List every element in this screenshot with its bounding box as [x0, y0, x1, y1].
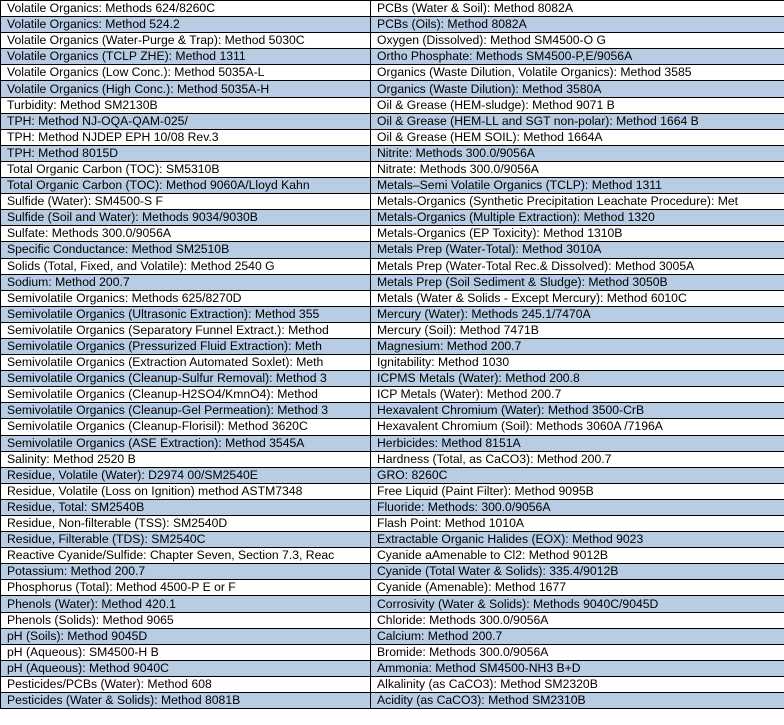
table-row — [1, 210, 784, 226]
method-cell-right: Metals-Organics (Multiple Extraction): Method 1320 — [371, 210, 784, 226]
method-cell-right: Acidity (as CaCO3): Method SM2310B — [371, 693, 784, 709]
method-cell-left: Residue, Volatile (Loss on Ignition) method ASTM7348 — [1, 483, 371, 499]
method-cell-left: Sulfide (Soil and Water): Methods 9034/9030B — [1, 210, 371, 226]
method-cell-right: Herbicides: Method 8151A — [371, 435, 784, 451]
table-row — [1, 548, 784, 564]
table-row — [1, 178, 784, 194]
method-cell-right: Chloride: Methods 300.0/9056A — [371, 612, 784, 628]
table-row — [1, 81, 784, 97]
method-cell-right: Magnesium: Method 200.7 — [371, 338, 784, 354]
method-cell-right: Free Liquid (Paint Filter): Method 9095B — [371, 483, 784, 499]
method-cell-right: Metals Prep (Soil Sediment & Sludge): Method 3050B — [371, 274, 784, 290]
method-cell-right: Metals (Water & Solids - Except Mercury): Method 6010C — [371, 290, 784, 306]
table-row — [1, 467, 784, 483]
method-cell-left: Reactive Cyanide/Sulfide: Chapter Seven, Section 7.3, Reac — [1, 548, 371, 564]
method-cell-right: Corrosivity (Water & Solids): Methods 9040C/9045D — [371, 596, 784, 612]
method-cell-left: pH (Aqueous): SM4500-H B — [1, 644, 371, 660]
method-cell-left: Pesticides/PCBs (Water): Method 608 — [1, 676, 371, 692]
method-cell-right: Organics (Waste Dilution): Method 3580A — [371, 81, 784, 97]
method-cell-right: Metals Prep (Water-Total Rec.& Dissolved): Method 3005A — [371, 258, 784, 274]
method-cell-left: Semivolatile Organics (ASE Extraction): Method 3545A — [1, 435, 371, 451]
table-row — [1, 628, 784, 644]
table-row — [1, 1, 784, 17]
method-cell-right: Ortho Phosphate: Methods SM4500-P,E/9056A — [371, 49, 784, 65]
method-cell-right: Calcium: Method 200.7 — [371, 628, 784, 644]
table-row — [1, 49, 784, 65]
table-row — [1, 612, 784, 628]
table-row — [1, 660, 784, 676]
table-row — [1, 274, 784, 290]
table-row — [1, 693, 784, 709]
table-row — [1, 596, 784, 612]
table-row — [1, 676, 784, 692]
table-row — [1, 516, 784, 532]
method-cell-right: Oil & Grease (HEM-LL and SGT non-polar): Method 1664 B — [371, 113, 784, 129]
method-cell-right: Mercury (Water): Methods 245.1/7470A — [371, 306, 784, 322]
method-cell-left: Volatile Organics (High Conc.): Method 5035A-H — [1, 81, 371, 97]
method-cell-left: Solids (Total, Fixed, and Volatile): Method 2540 G — [1, 258, 371, 274]
method-cell-left: Semivolatile Organics (Pressurized Fluid Extraction): Meth — [1, 338, 371, 354]
table-row — [1, 451, 784, 467]
method-cell-right: Extractable Organic Halides (EOX): Method 9023 — [371, 532, 784, 548]
method-cell-left: Volatile Organics (TCLP ZHE): Method 1311 — [1, 49, 371, 65]
method-cell-right: Oil & Grease (HEM-sludge): Method 9071 B — [371, 97, 784, 113]
method-cell-left: Semivolatile Organics (Extraction Automated Soxlet): Meth — [1, 355, 371, 371]
method-cell-right: Oil & Grease (HEM SOIL): Method 1664A — [371, 129, 784, 145]
table-row — [1, 355, 784, 371]
table-row — [1, 564, 784, 580]
method-cell-left: pH (Aqueous): Method 9040C — [1, 660, 371, 676]
table-row — [1, 290, 784, 306]
method-cell-left: TPH: Method 8015D — [1, 145, 371, 161]
method-cell-right: Nitrate: Methods 300.0/9056A — [371, 161, 784, 177]
method-cell-right: ICP Metals (Water): Method 200.7 — [371, 387, 784, 403]
table-row — [1, 371, 784, 387]
method-cell-left: TPH: Method NJ-OQA-QAM-025/ — [1, 113, 371, 129]
table-row — [1, 242, 784, 258]
table-row — [1, 580, 784, 596]
table-row — [1, 194, 784, 210]
method-cell-right: Metals–Semi Volatile Organics (TCLP): Method 1311 — [371, 178, 784, 194]
method-cell-left: Semivolatile Organics (Ultrasonic Extraction): Method 355 — [1, 306, 371, 322]
method-cell-left: Pesticides (Water & Solids): Method 8081B — [1, 693, 371, 709]
method-cell-left: Semivolatile Organics (Cleanup-Gel Permeation): Method 3 — [1, 403, 371, 419]
method-cell-left: Residue, Total: SM2540B — [1, 499, 371, 515]
table-row — [1, 145, 784, 161]
method-cell-right: Cyanide (Amenable): Method 1677 — [371, 580, 784, 596]
table-row — [1, 322, 784, 338]
method-cell-left: TPH: Method NJDEP EPH 10/08 Rev.3 — [1, 129, 371, 145]
method-cell-left: Semivolatile Organics (Separatory Funnel Extract.): Method — [1, 322, 371, 338]
method-cell-right: Metals-Organics (EP Toxicity): Method 1310B — [371, 226, 784, 242]
table-row — [1, 499, 784, 515]
method-cell-left: Residue, Volatile (Water): D2974 00/SM2540E — [1, 467, 371, 483]
method-cell-left: Residue, Filterable (TDS): SM2540C — [1, 532, 371, 548]
method-cell-right: Metals-Organics (Synthetic Precipitation Leachate Procedure): Met — [371, 194, 784, 210]
method-cell-left: Semivolatile Organics: Methods 625/8270D — [1, 290, 371, 306]
method-cell-right: ICPMS Metals (Water): Method 200.8 — [371, 371, 784, 387]
table-row — [1, 65, 784, 81]
method-cell-left: Volatile Organics: Method 524.2 — [1, 17, 371, 33]
method-cell-left: Specific Conductance: Method SM2510B — [1, 242, 371, 258]
method-cell-left: pH (Soils): Method 9045D — [1, 628, 371, 644]
methods-table-body — [1, 1, 784, 709]
method-cell-left: Phenols (Water): Method 420.1 — [1, 596, 371, 612]
table-row — [1, 129, 784, 145]
method-cell-left: Volatile Organics (Low Conc.): Method 5035A-L — [1, 65, 371, 81]
method-cell-left: Residue, Non-filterable (TSS): SM2540D — [1, 516, 371, 532]
method-cell-left: Phosphorus (Total): Method 4500-P E or F — [1, 580, 371, 596]
method-cell-right: Ignitability: Method 1030 — [371, 355, 784, 371]
method-cell-left: Potassium: Method 200.7 — [1, 564, 371, 580]
table-row — [1, 161, 784, 177]
method-cell-right: Oxygen (Dissolved): Method SM4500-O G — [371, 33, 784, 49]
method-cell-left: Sulfide (Water): SM4500-S F — [1, 194, 371, 210]
method-cell-left: Sulfate: Methods 300.0/9056A — [1, 226, 371, 242]
method-cell-right: PCBs (Oils): Method 8082A — [371, 17, 784, 33]
method-cell-left: Sodium: Method 200.7 — [1, 274, 371, 290]
method-cell-right: Nitrite: Methods 300.0/9056A — [371, 145, 784, 161]
method-cell-right: Ammonia: Method SM4500-NH3 B+D — [371, 660, 784, 676]
method-cell-left: Total Organic Carbon (TOC): SM5310B — [1, 161, 371, 177]
table-row — [1, 306, 784, 322]
table-row — [1, 644, 784, 660]
method-cell-right: Bromide: Methods 300.0/9056A — [371, 644, 784, 660]
table-row — [1, 483, 784, 499]
table-row — [1, 338, 784, 354]
method-cell-right: Hardness (Total, as CaCO3): Method 200.7 — [371, 451, 784, 467]
method-cell-left: Total Organic Carbon (TOC): Method 9060A/Lloyd Kahn — [1, 178, 371, 194]
method-cell-left: Volatile Organics: Methods 624/8260C — [1, 1, 371, 17]
method-cell-right: Mercury (Soil): Method 7471B — [371, 322, 784, 338]
method-cell-left: Turbidity: Method SM2130B — [1, 97, 371, 113]
method-cell-right: Fluoride: Methods: 300.0/9056A — [371, 499, 784, 515]
table-row — [1, 258, 784, 274]
table-row — [1, 226, 784, 242]
table-row — [1, 387, 784, 403]
method-cell-right: Cyanide aAmenable to Cl2: Method 9012B — [371, 548, 784, 564]
method-cell-left: Semivolatile Organics (Cleanup-Florisil): Method 3620C — [1, 419, 371, 435]
method-cell-right: PCBs (Water & Soil): Method 8082A — [371, 1, 784, 17]
method-cell-left: Volatile Organics (Water-Purge & Trap): Method 5030C — [1, 33, 371, 49]
method-cell-left: Phenols (Solids): Method 9065 — [1, 612, 371, 628]
method-cell-right: Organics (Waste Dilution, Volatile Organics): Method 3585 — [371, 65, 784, 81]
method-cell-right: Metals Prep (Water-Total): Method 3010A — [371, 242, 784, 258]
table-row — [1, 17, 784, 33]
method-cell-left: Salinity: Method 2520 B — [1, 451, 371, 467]
table-row — [1, 97, 784, 113]
table-row — [1, 113, 784, 129]
method-cell-left: Semivolatile Organics (Cleanup-H2SO4/KmnO4): Method — [1, 387, 371, 403]
method-cell-right: Alkalinity (as CaCO3): Method SM2320B — [371, 676, 784, 692]
table-row — [1, 33, 784, 49]
method-cell-right: Hexavalent Chromium (Soil): Methods 3060A /7196A — [371, 419, 784, 435]
table-row — [1, 403, 784, 419]
table-row — [1, 435, 784, 451]
table-row — [1, 419, 784, 435]
method-cell-right: Hexavalent Chromium (Water): Method 3500-CrB — [371, 403, 784, 419]
method-cell-right: Flash Point: Method 1010A — [371, 516, 784, 532]
method-cell-right: GRO: 8260C — [371, 467, 784, 483]
method-cell-right: Cyanide (Total Water & Solids): 335.4/9012B — [371, 564, 784, 580]
table-row — [1, 532, 784, 548]
method-cell-left: Semivolatile Organics (Cleanup-Sulfur Removal): Method 3 — [1, 371, 371, 387]
